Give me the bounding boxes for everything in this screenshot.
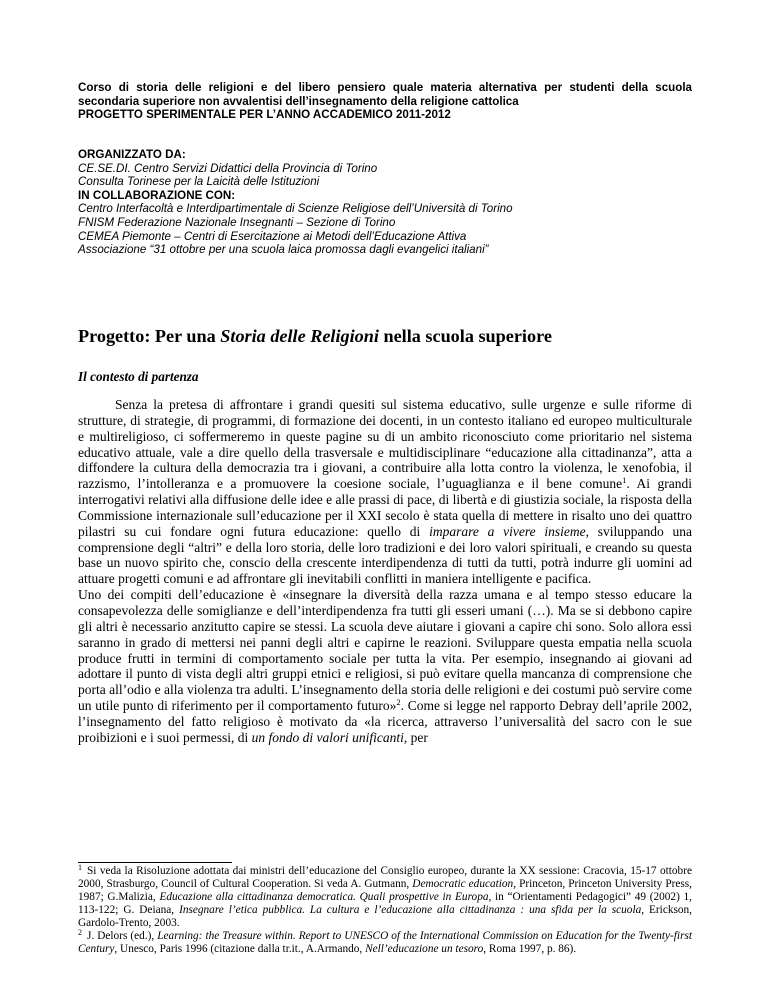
paragraph-italic: un fondo di valori unificanti <box>251 729 404 745</box>
paragraph <box>78 587 692 745</box>
footnote-text: Si veda la Risoluzione adottata dai ministri dell’educazione del Consiglio europeo, durante la XX sessione: Cracovia, 15-17 ottobre 2000, Strasburgo, Council of Cultural Cooperation. Si veda A. Gutmann, <box>78 865 692 890</box>
footnote-italic: Learning: the Treasure within. Report to UNESCO of the International Commission on Education for the Twenty-first Century <box>78 930 692 956</box>
project-title <box>78 326 552 347</box>
organizers-heading: ORGANIZZATO DA: <box>78 148 186 161</box>
paragraph-text: . Come si legge nel rapporto Debray dell’aprile 2002, l’insegnamento del fatto religioso è motivato da «la ricerca, attraverso l’universalità del sacro con le sue proibizioni e i suoi permessi, di <box>78 698 692 745</box>
project-title-prefix: Progetto: Per una <box>78 326 221 346</box>
footnote-text: in “Orientamenti Pedagogici” 49 (2002) 1, 113-122; G. Deiana, <box>78 890 692 916</box>
body-text <box>78 397 692 746</box>
footnote-italic: Democratic education, <box>412 877 517 890</box>
organizer-item: CE.SE.DI. Centro Servizi Didattici della Provincia di Torino <box>78 161 378 175</box>
organizer-item: Consulta Torinese per la Laicità delle Istituzioni <box>78 175 320 189</box>
footnote-text: Princeton, Princeton University Press, 1987; G.Malizia, <box>78 877 692 903</box>
course-title: Corso di storia delle religioni e del libero pensiero quale materia alternativa per studenti della scuola secondaria superiore non avvalentisi dell’insegnamento della religione cattolica <box>78 81 692 108</box>
paragraph-italic: imparare a vivere insieme, <box>429 523 589 539</box>
collaborator-item: FNISM Federazione Nazionale Insegnanti – Sezione di Torino <box>78 215 396 229</box>
project-line: PROGETTO SPERIMENTALE PER L’ANNO ACCADEMICO 2011-2012 <box>78 108 451 122</box>
footnote-text: J. Delors (ed.), <box>87 930 158 943</box>
footnote-italic: Insegnare l’etica pubblica. La cultura e l’educazione alla cittadinanza : una sfida per la scuola, <box>179 903 645 916</box>
collaborator-item: CEMEA Piemonte – Centri di Esercitazione ai Metodi dell’Educazione Attiva <box>78 229 467 243</box>
paragraph-text: Senza la pretesa di affrontare i grandi quesiti sul sistema educativo, sulle urgenze e sulle riforme di strutture, di strategie, di programmi, di formazione dei docenti, in un contesto italiano ed europeo multiculturale e multireligioso, ci soffermeremo in queste pagine su di un ambito riconosciuto come prioritario nel sistema educativo attuale, vale a dire quello della trasversale e multidisciplinare “educazione alla cittadinanza”, atta a diffondere la cultura della democrazia tra i giovani, a contribuire alla lotta contro la violenza, le xenofobia, il razzismo, l’intolleranza e a promuovere la coesione sociale, l’uguaglianza e il bene comune <box>78 397 692 492</box>
footnote-ref: 2 <box>396 697 401 708</box>
footnote <box>78 865 692 930</box>
footnotes <box>78 865 692 956</box>
project-title-italic: Storia delle Religioni <box>220 326 379 346</box>
footnote-number: 2 <box>78 928 82 938</box>
organizers-block <box>78 148 692 257</box>
footnote-italic: Nell’educazione un tesoro <box>365 943 484 956</box>
paragraph-text: , per <box>403 729 428 745</box>
footnote-number: 1 <box>78 863 82 872</box>
paragraph-text: sviluppando una comprensione degli “altri” e della loro storia, delle loro tradizioni e dei loro valori spirituali, e creando su questa base un nuovo spirito che, conscio della crescente interdipendenza di tutti da tutti, potrà indurre gli uomini ad attuare progetti comuni e ad affrontare gli inevitabili conflitti in maniera intelligente e pacifica. <box>78 523 692 587</box>
section-title: Il contesto di partenza <box>78 369 199 384</box>
footnote-text: , Unesco, Paris 1996 (citazione dalla tr.it., A.Armando, <box>114 943 366 956</box>
footnote-text: , Roma 1997, p. 86). <box>483 943 577 956</box>
document-header <box>78 81 692 122</box>
collaboration-heading: IN COLLABORAZIONE CON: <box>78 188 236 202</box>
footnote-divider <box>78 862 232 863</box>
collaborator-item: Associazione “31 ottobre per una scuola laica promossa dagli evangelici italiani” <box>78 243 489 257</box>
footnote <box>78 930 692 956</box>
paragraph <box>78 397 692 587</box>
collaborator-item: Centro Interfacoltà e Interdipartimentale di Scienze Religiose dell’Università di Torino <box>78 202 513 216</box>
footnote-text: Erickson, Gardolo-Trento, 2003. <box>78 903 693 929</box>
footnote-italic: Educazione alla cittadinanza democratica. Quali prospettive in Europa, <box>159 890 492 903</box>
paragraph-text: . Ai grandi interrogativi relativi alla diffusione delle idee e alle prassi di pace, di libertà e di giustizia sociale, la risposta della Commissione internazionale sull’educazione per il XXI secolo è stata quella di mettere in risalto uno dei quattro pilastri su cui fondare ogni futura educazione: quello di <box>78 476 693 539</box>
paragraph-text: Uno dei compiti dell’educazione è «insegnare la diversità della razza umana e al tempo stesso educare la consapevolezza delle somiglianze e dell’interdipendenza fra tutti gli esseri umani (…). Ma se si debbono capire gli altri è necessario anzitutto capire se stessi. La scuola deve aiutare i giovani a capire chi sono. Solo allora essi saranno in grado di mettersi nei panni degli altri e capirne le reazioni. Sviluppare questa empatia nella scuola produce frutti in termini di comportamento sociale per tutta la vita. Per esempio, insegnando ai giovani ad adottare il punto di vista degli altri gruppi etnici e religiosi, si può evitare quella mancanza di comprensione che porta all’odio e alla violenza tra adulti. L’insegnamento della storia delle religioni e dei costumi può servire come un utile punto di riferimento per il comportamento futuro» <box>78 587 692 714</box>
footnote-ref: 1 <box>622 475 627 486</box>
project-title-suffix: nella scuola superiore <box>378 326 552 346</box>
